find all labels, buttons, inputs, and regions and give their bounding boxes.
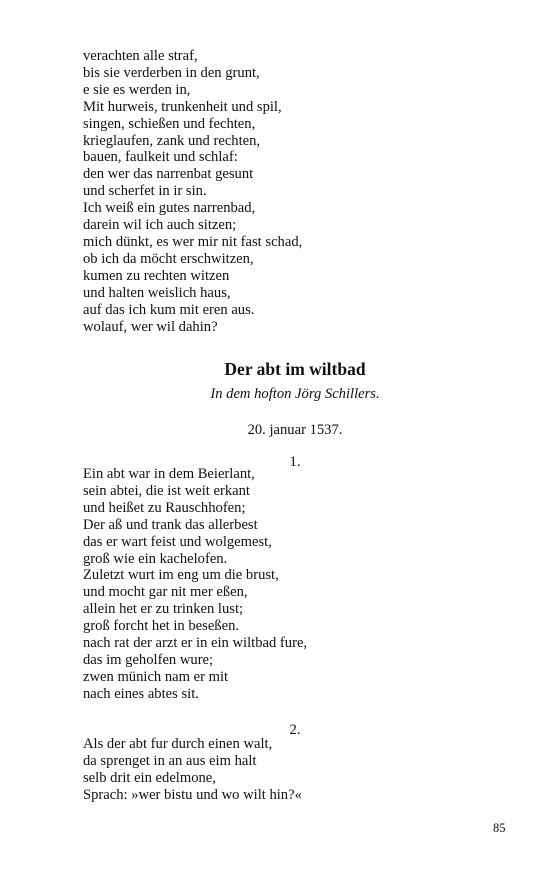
stanza-number: 1. xyxy=(289,454,301,470)
verse-line: ob ich da möcht erschwitzen, xyxy=(83,250,254,267)
stanza xyxy=(83,466,307,703)
verse-line: bis sie verderben in den grunt, xyxy=(83,64,260,81)
verse-line: krieglaufen, zank und rechten, xyxy=(83,132,261,149)
verse-line: wolauf, wer wil dahin? xyxy=(83,318,218,335)
verse-line: mich dünkt, es wer mir nit fast schad, xyxy=(83,233,303,250)
verse-line: das er wart feist und wolgemest, xyxy=(83,533,272,550)
verse-line: singen, schießen und fechten, xyxy=(83,115,256,132)
poem-subtitle: In dem hofton Jörg Schillers. xyxy=(210,386,380,402)
verse-continuation xyxy=(83,48,302,335)
verse-line: auf das ich kum mit eren aus. xyxy=(83,301,255,318)
verse-line: und heißet zu Rauschhofen; xyxy=(83,499,246,516)
verse-line: und mocht gar nit mer eßen, xyxy=(83,584,248,601)
verse-line: allein het er zu trinken lust; xyxy=(83,601,244,618)
verse-line: nach eines abtes sit. xyxy=(83,685,199,702)
verse-line: Zuletzt wurt im eng um die brust, xyxy=(83,567,279,584)
verse-line: und halten weislich haus, xyxy=(83,284,231,301)
verse-line: kumen zu rechten witzen xyxy=(83,267,230,284)
stanza xyxy=(83,736,302,804)
poem-title: Der abt im wiltbad xyxy=(224,359,366,379)
verse-line: Der aß und trank das allerbest xyxy=(83,516,258,533)
verse-line: den wer das narrenbat gesunt xyxy=(83,166,254,183)
verse-line: Ich weiß ein gutes narrenbad, xyxy=(83,200,256,217)
verse-line: bauen, faulkeit und schlaf: xyxy=(83,149,238,166)
verse-line: Ein abt war in dem Beierlant, xyxy=(83,466,255,482)
verse-line: groß forcht het in beseßen. xyxy=(83,618,240,635)
verse-line: selb drit ein edelmone, xyxy=(83,769,216,786)
verse-line: und scherfet in ir sin. xyxy=(83,183,207,200)
verse-line: sein abtei, die ist weit erkant xyxy=(83,482,250,499)
page-number: 85 xyxy=(493,821,506,835)
verse-line: e sie es werden in, xyxy=(83,81,191,98)
verse-line: verachten alle straf, xyxy=(83,48,198,64)
verse-line: das im geholfen wure; xyxy=(83,651,214,668)
verse-line: Als der abt fur durch einen walt, xyxy=(83,736,273,752)
poem-date: 20. januar 1537. xyxy=(247,422,343,438)
verse-line: nach rat der arzt er in ein wiltbad fure, xyxy=(83,635,308,652)
stanza-number: 2. xyxy=(289,722,301,738)
verse-line: da sprenget in an aus eim halt xyxy=(83,752,257,769)
verse-line: Mit hurweis, trunkenheit und spil, xyxy=(83,98,282,115)
verse-line: Sprach: »wer bistu und wo wilt hin?« xyxy=(83,786,302,803)
verse-line: zwen münich nam er mit xyxy=(83,668,229,685)
verse-line: groß wie ein kachelofen. xyxy=(83,550,228,567)
verse-line: darein wil ich auch sitzen; xyxy=(83,217,237,234)
